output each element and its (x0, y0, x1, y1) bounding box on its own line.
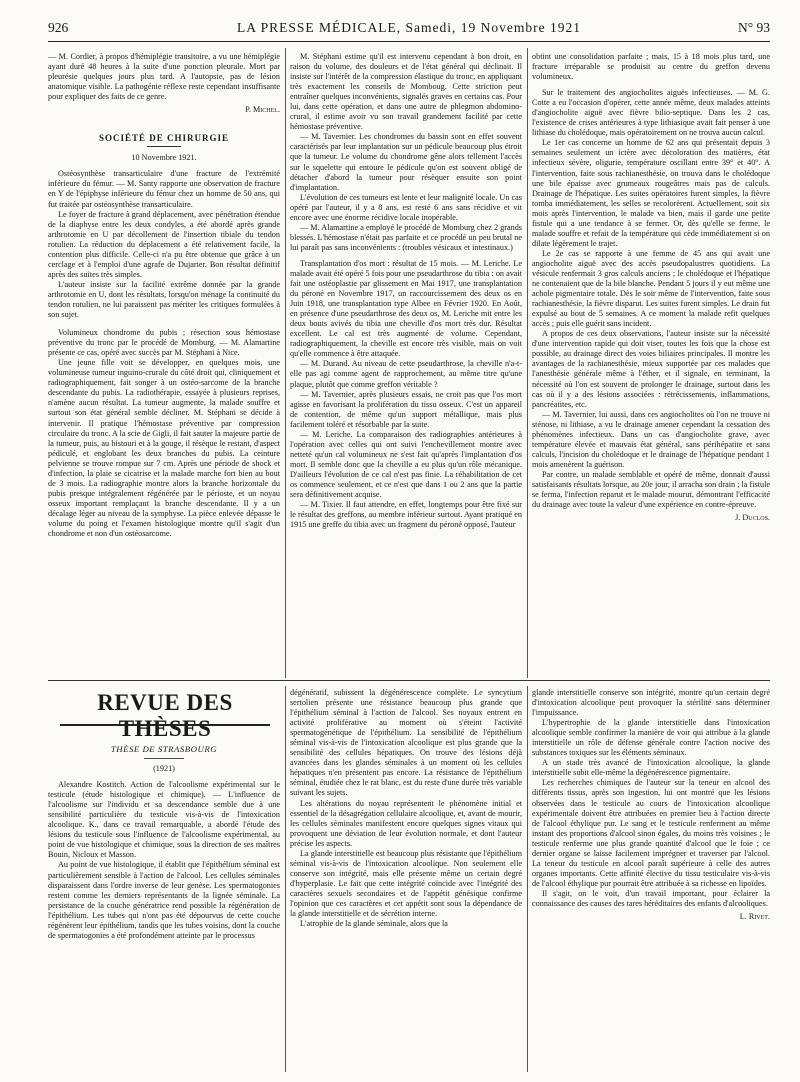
top-column-3 (532, 52, 770, 676)
section-rule (147, 146, 181, 147)
paragraph: L'évolution de ces tumeurs est lente et leur malignité locale. Un cas opéré par l'auteur, il y a 8 ans, est resté 6 ans sans récidive et vit encore avec une énorme récidive locale inopérable. (290, 192, 522, 222)
paragraph: — M. Durand. Au niveau de cette pseudarthrose, la cheville n'a-t-elle pas agi comme agent de rapprochement, au même titre qu'une plaque, plutôt que comme greffon véritable ? (290, 359, 522, 389)
issue-number: N° 93 (737, 20, 770, 35)
revue-title: REVUE DES THÈSES (97, 690, 233, 741)
paragraph: dégénératif, subissent la dégénérescence complète. Le syncytium sertolien présente une résistance beaucoup plus grande que l'épithélium séminal à l'action de l'alcool. Ses noyaux entrent en activité proliférative au moment où s'éteint l'activité spermatogénétique de l'épithélium. La sensibilité de l'épithélium séminal vis-à-vis de l'intoxication alcoolique est plus grande que la sensibilité des cellules hépatiques. On trouve des lésions déjà avancées dans les glandes séminales à un moment où les cellules hépatiques n'en présentent pas encore. La résistance de l'épithélium séminal, étudiée chez le rat blanc, est du reste d'une durée très variable suivant les sujets. (290, 688, 522, 798)
paragraph: glande interstitielle conserve son intégrité, montre qu'un certain degré d'intoxication alcoolique peut provoquer la stérilité sans déterminer l'impuissance. (532, 688, 770, 718)
paragraph: obtint une consolidation parfaite ; mais, 15 à 18 mois plus tard, une fracture irréparable se produisit au centre du greffon devenu volumineux. (532, 52, 770, 82)
revue-column-2 (290, 688, 522, 1072)
article-chondrome: Volumineux chondrome du pubis ; résection sous hémostase préventive du tronc par le procédé de Momburg. — M. Alamartine présente ce cas, opéré avec succès par M. Stéphani à Nice. (48, 328, 280, 358)
thesis-year: (1921) (153, 764, 175, 774)
revue-title-rule (60, 724, 270, 726)
paragraph: A propos de ces deux observations, l'auteur insiste sur la nécessité d'une intervention rapide qui doit viser, toutes les fois que la chose est possible, au drainage direct des voies biliaires principales. Il montre les avantages de la rachianesthésie, mieux supportée par ces malades que l'anesthésie générale même à l'éther, et il signale, en terminant, la nécessité où l'on est souvent de prolonger le drainage, surtout dans les cas où il y a des lésions associées : rétrécissements, inflammations, pancréatites, etc. (532, 329, 770, 409)
paragraph: — M. Tavernier, lui aussi, dans ces angiocholites où l'on ne trouve ni sténose, ni lithiase, a vu le drainage amener cependant la cessation des phénomènes infectieux. Dans un cas d'angiocholite grave, avec température élevée et mauvais état général, sans périhépatite et sans calculs, l'incision du cholédoque et le drainage de l'hépatique pendant 1 mois amenèrent la guérison. (532, 409, 770, 469)
paragraph: Le foyer de fracture à grand déplacement, avec pénétration étendue de la diaphyse entre les deux condyles, a été abordé après grande arthrotomie en U par décollement de l'insertion tibiale du tendon rotulien. La réduction du déplacement a été relativement facile, la contention plus difficile. Celle-ci n'a pu être obtenue que grâce à un cerclage et à l'emploi d'une agrafe de Dujarier. Bon résultat définitif après des suites très simples. (48, 209, 280, 279)
column-divider (285, 48, 286, 678)
paragraph: La glande interstitielle est beaucoup plus résistante que l'épithélium séminal vis-à-vis de l'intoxication alcoolique. Non seulement elle conserve son intégrité, mais elle présente même un certain degré d'hyperplasie. Le fait que cette intégrité coïncide avec l'intégrité des caractères sexuels secondaires et de l'appétit génésique confirme l'opinion que ces caractères et cet appétit sont sous la dépendance de la glande interstitielle et de sécrétion interne. (290, 848, 522, 919)
paragraph: — M. Tavernier. Les chondromes du bassin sont en effet souvent caractérisés par leur implantation sur un pédicule beaucoup plus étroit que la tumeur. Le volume du chondrome gêne alors tellement l'accès sur le squelette qui entoure le pédicule qu'on est souvent obligé de détacher d'abord la tumeur pour résèquer ensuite son point d'implantation. (290, 132, 522, 192)
paragraph: Les altérations du noyau représentent le phénomène initial et essentiel de la désagrégation cellulaire alcoolique, et, avant de mourir, les cellules séminales manifestent encore quelques signes vitaux qui provoquent une déviation de leur évolution normale, et dont l'auteur précise les aspects. (290, 798, 522, 848)
paragraph: Une jeune fille voit se développer, en quelques mois, une volumineuse tumeur inguino-crurale du côté droit qui, cliniquement et radiographiquement, fait songer à un ostéo-sarcome de la branche descendante du pubis. La radiothérapie, essayée à plusieurs reprises, n'amène aucun résultat. La tumeur augmente, la malade souffre et surtout son état général semble décliner. M. Stéphani se décide à intervenir. Il pratique l'hémostase préventive par compression circulaire du tronc. A la scie de Gigli, il fait sauter la majeure partie de la tumeur, puis, au bistouri et à la gouge, il résèque le restant, d'aspect pédiculé, et englobant les deux branches du pubis. La ceinture pelvienne se trouve rompue sur 7 cm. Après une période de shock et d'infection, la plaie se cicatrise et la malade marche fort bien au bout de 3 mois. La radiographie montre alors la branche horizontale du pubis presque intégralement régénérée par le périoste, et un noyau osseux important remplaçant la branche descendante. Il y a un décalage léger au niveau de la symphyse. La pièce enlevée dépasse le volume du poing et l'examen histologique montre qu'il s'agit d'un chondrome et non d'un ostéosarcome. (48, 358, 280, 539)
subtitle-rule (144, 758, 184, 759)
thesis-subtitle: THÈSE DE STRASBOURG (110, 744, 218, 754)
top-column-1 (48, 52, 280, 676)
article-angiocholites: Sur le traitement des angiocholites aiguës infectieuses. — M. G. Cotte a eu l'occasion d'opérer, cette année même, deux malades atteints d'angiocholite aiguë avec fièvre bilio-septique. Dans les 2 cas, l'existence de crises antérieures à type lithiasique avait fait penser à une lithiase du cholédoque, mais opératoirement on ne trouva aucun calcul. (532, 88, 770, 138)
revue-column-1 (48, 730, 280, 1070)
column-divider (527, 686, 528, 1072)
page-number: 926 (48, 20, 69, 35)
signature-rivet: L. Rivet. (739, 912, 770, 922)
signature-duclos: J. Duclos. (735, 513, 770, 523)
top-column-2 (290, 52, 522, 676)
paragraph: — M. Tavernier, après plusieurs essais, ne croit pas que l'os mort agisse en favorisant la prolifération du tissu osseux. C'est un appareil de contention, de même qu'un support métallique, mais plus facilement toléré et résorbable par la suite. (290, 389, 522, 429)
cordier-paragraph: — M. Cordier, à propos d'hémiplégie transitoire, a vu une hémiplégie ayant duré 48 heures à la suite d'une ponction pleurale. Mort par pleurésie quelques jours plus tard. A l'autopsie, pas de lésion anatomique visible. La pathogénie réflexe reste cependant insuffisante pour expliquer des faits de ce genre. (48, 52, 280, 102)
paragraph: M. Stéphani estime qu'il est intervenu cependant à bon droit, en raison du volume, des douleurs et de l'état général qui déclinait. Il insiste sur l'intérêt de la compression élastique du tronc, en appliquant très exactement les conseils de Momboug. Cette striction peut entraîner quelques inconvénients, signalés graves en certains cas. Pour lui, dans cette opération, et dans une autre de phlegmon abdomino-crural, il estime avoir vu son travail grandement facilité par cette hémostase préventive. (290, 52, 522, 132)
paragraph: Le 1er cas concerne un homme de 62 ans qui présentait depuis 3 semaines seulement un ictère avec décoloration des matières, état infectieux sévère, oligurie, température oscillant entre 39° et 40°. A l'intervention, faite sous rachianesthésie, on trouva dans le cholédoque une bile épaisse avec grumeaux rougeâtres mais pas de calculs. Drainage de l'hépatique. Les suites opératoires furent simples, la fièvre tomba immédiatement, les selles se recolorèrent. Actuellement, soit six mois après l'intervention, le malade va bien, mais il garde une petite fistule qui a une tendance à se fermer. Or, dès qu'elle se ferme, le malade souffre et refait de la température qui cède immédiatement si on dilate légèrement le trajet. (532, 138, 770, 248)
header-rule (48, 41, 770, 42)
article-osteosynthese: Ostéosynthèse transarticulaire d'une fracture de l'extrémité inférieure du fémur. — M. Santy rapporte une observation de fracture en Y de l'épiphyse inférieure du fémur chez un homme de 50 ans, qui fut traitée par ostéosynthèse transarticulaire. (48, 169, 280, 209)
paragraph: L'hypertrophie de la glande interstitielle dans l'intoxication alcoolique semble confirmer la manière de voir qui attribue à la glande interstitielle un rôle de défense générale contre l'action nocive des substances toxiques sur les éléments séminaux. (532, 718, 770, 758)
paragraph: Par contre, un malade semblable et opéré de même, donnait d'aussi satisfaisants résultats lorsque, au 20e jour, il arracha son drain ; la fistule se ferma, l'infection reparut et le malade mourut, démontrant l'efficacité du drainage avec toute la valeur d'une expérience en contre-épreuve. (532, 469, 770, 510)
section-separator (48, 680, 770, 681)
revue-column-3 (532, 688, 770, 1072)
paragraph: — M. Leriche. La comparaison des radiographies antérieures à l'opération avec celles qui ont suivi l'enchevillement montre avec netteté qu'un cal volumineux ne s'est fait qu'après l'implantation d'os mort. Il semble donc que la cheville a eu plus qu'un rôle mécanique. D'ailleurs l'évolution de ce cal n'est pas finie. La réhabilitation de cet os commence seulement, et ce n'est que dans 1 ou 2 ans que la partie sera définitivement acquise. (290, 429, 522, 500)
paragraph: A un stade très avancé de l'intoxication alcoolique, la glande interstitielle subit elle-même la dégénérescence pigmentaire. (532, 758, 770, 778)
column-divider (527, 48, 528, 678)
article-transplantation: Transplantation d'os mort : résultat de 15 mois. — M. Leriche. Le malade avait été opéré 5 fois pour une pseudarthrose du tibia : on avait fait une ostéoplastie par glissement en Mai 1917, une transplantation du péroné en Novembre 1917, un raccourcissement des deux os en Juin 1918, une transplantation type Albee en Février 1920. En Août, en présence d'une pseudarthrose des deux os, M. Leriche mit entre les deux bouts avivés du tibia une cheville d'os mort très dur. Résultat excellent. Le cal est très augmenté de volume. Cependant, radiographiquement, la cheville est encore très visible, mais on voit qu'elle commence à être attaquée. (290, 258, 522, 359)
paragraph: — M. Tixier. Il faut attendre, en effet, longtemps pour être fixé sur le résultat des greffons, au membre inférieur surtout. Ayant pratiqué en 1915 une greffe du tibia avec un fragment du péroné opposé, l'auteur (290, 500, 522, 530)
journal-title: LA PRESSE MÉDICALE, Samedi, 19 Novembre 1921 (237, 20, 581, 35)
paragraph: L'auteur insiste sur la facilité extrême donnée par la grande arthrotomie en U, dont les résultats, lorsqu'on ménage la continuité du tendon rotulien, ne lui paraissent pas mériter les critiques formulées à son sujet. (48, 279, 280, 320)
paragraph: Au point de vue histologique, il établit que l'épithélium séminal est particulièrement sensible à l'action de l'alcool. Les cellules séminales disparaissent dans l'ordre inverse de leur genèse. Les spermatogonies restent comme les derniers représentants de la lignée séminale. La persistance de la couche génératrice rend possible la régénération de l'épithélium. Les tubes qui n'ont pas été dépourvus de cette couche régénèrent leur épithélium, tandis que les tubes voisins, dont la couche de spermatogonies a été profondément atteinte par le processus (48, 860, 280, 940)
page-header (48, 20, 770, 38)
paragraph: L'atrophie de la glande séminale, alors que la (300, 919, 448, 929)
section-heading: SOCIÉTÉ DE CHIRURGIE (98, 133, 230, 144)
signature-michel: P. Michel. (245, 105, 280, 115)
paragraph: Les recherches chimiques de l'auteur sur la teneur en alcool des différents tissus, après son ingestion, lui ont montré que les lésions observées dans le testicule au cours de l'intoxication alcoolique expérimentale doivent être attribuées en premier lieu à l'action directe de l'alcool éthylique pur. Le sang et le testicule renferment au même instant des proportions d'alcool sinon égales, du moins très voisines ; le testicule renferme une plus grande quantité d'alcool que le foie ; ce dernier organe se laisse facilement imprégner et traverser par l'alcool. La teneur du testicule en alcool paraît supérieure à celle des autres organes importants. Cette affinité élective du tissu testiculaire vis-à-vis de l'alcool éthylique pur pourrait être attribuée à sa richesse en lipoïdes. (532, 778, 770, 888)
paragraph: — M. Alamartine a employé le procédé de Momburg chez 2 grands blessés. L'hémostase n'était pas parfaite et ce procédé un peu brutal ne lui paraît pas sans inconvénients : (troubles vésicaux et intestinaux.) (290, 222, 522, 252)
column-divider (285, 686, 286, 1072)
thesis-paragraph: Alexandre Kostitch. Action de l'alcoolisme expérimental sur le testicule (étude histologique et chimique). — L'influence de l'alcoolisme sur l'individu et sa descendance semble due à une sensibilité particulière du testicule vis-à-vis de l'intoxication alcoolique. K., dans ce travail remarquable, a abordé l'étude des lésions du testicule sous l'influence de l'alcoolisme expérimental, au point de vue histologique et chimique, sous la direction de ses maîtres Bouin, Nicloux et Masson. (48, 780, 280, 860)
section-date: 10 Novembre 1921. (131, 153, 197, 163)
paragraph: Il s'agit, on le voit, d'un travail important, pour éclairer la connaissance des causes des tares héréditaires des enfants d'alcooliques. (532, 888, 770, 908)
paragraph: Le 2e cas se rapporte à une femme de 45 ans qui avait une angiocholite aiguë avec des accès pseudopalustres quotidiens. La vésicule renfermait 3 gros calculs anciens ; le cholédoque et l'hépatique ne contenaient que de la bile blanche. Pendant 5 jours il y eut même une achole pigmentaire totale. Dès le soir même de l'intervention, faite sous rachianesthésie, la fièvre disparut. Les suites furent simples. Le drain fut expulsé au bout de 5 semaines. A ce moment la malade refit quelques accès ; puis elle guérit sans incident. (532, 248, 770, 329)
